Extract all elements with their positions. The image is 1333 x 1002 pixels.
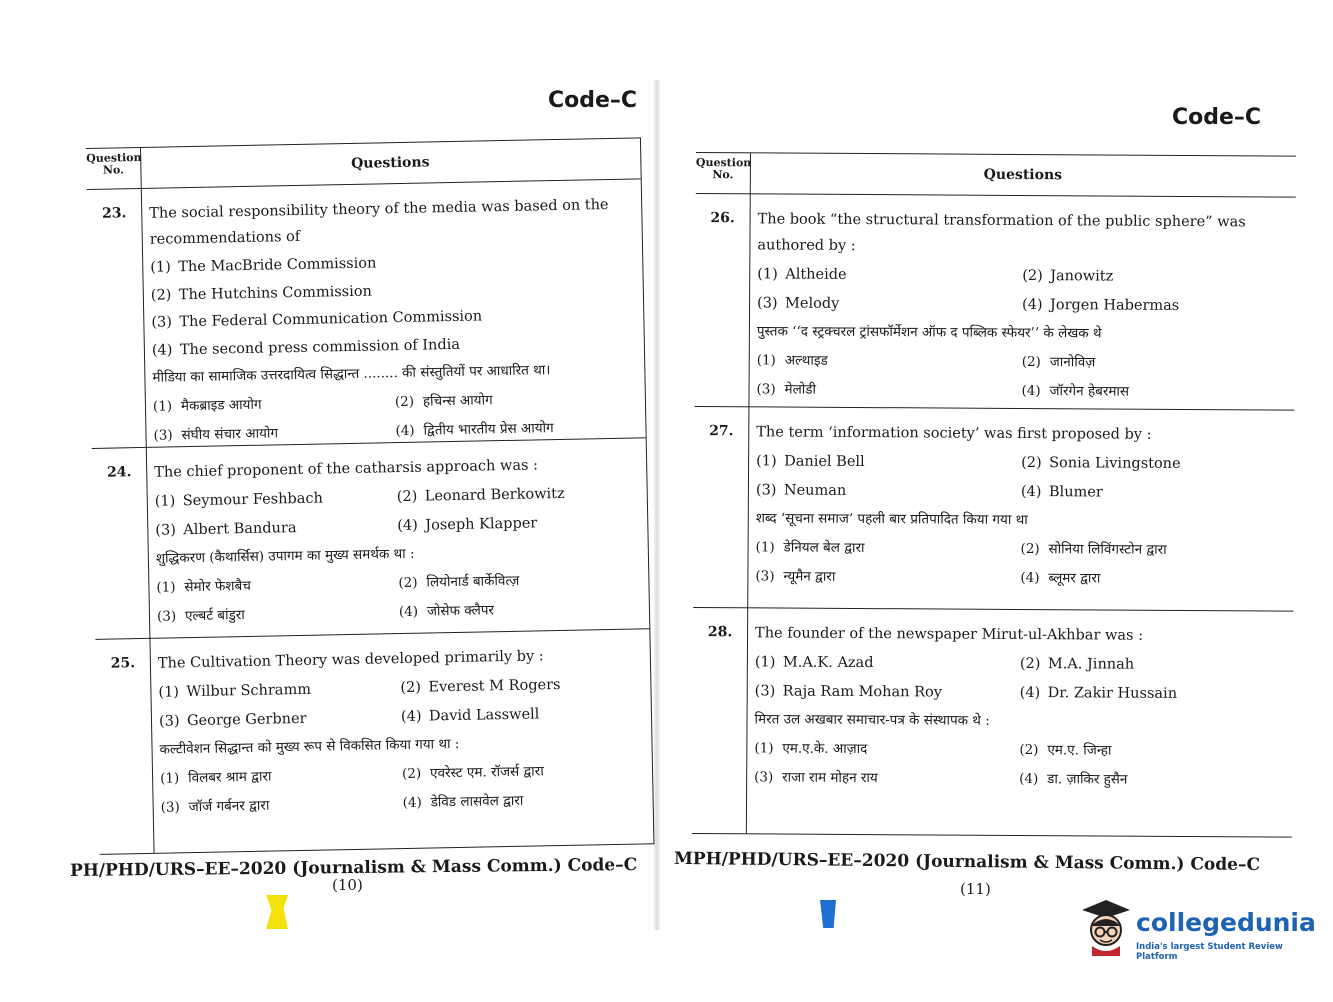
option-hindi: (3) न्यूमैन द्वारा xyxy=(755,568,836,585)
option-list xyxy=(150,245,636,364)
option: (2) Everest M Rogers xyxy=(400,676,561,697)
option-grid-hindi xyxy=(160,755,645,822)
option: (1) Seymour Feshbach xyxy=(154,490,324,510)
option-hindi: (3) संघीय संचार आयोग xyxy=(153,425,279,444)
table-header xyxy=(696,153,1296,198)
page-number: (11) xyxy=(960,880,991,898)
option-grid xyxy=(757,260,1287,321)
option-grid xyxy=(155,478,640,545)
option: (4) Dr. Zakir Hussain xyxy=(1019,684,1178,702)
footer-code: MPH/PHD/URS–EE–2020 (Journalism & Mass Comm.) Code–C xyxy=(673,848,1261,876)
code-label-left: Code–C xyxy=(548,88,638,113)
question-row xyxy=(95,629,653,855)
option: (2) M.A. Jinnah xyxy=(1019,655,1135,673)
question-number: 23. xyxy=(101,205,127,222)
option: (1) The MacBride Commission xyxy=(150,255,377,276)
option-hindi: (1) विलबर श्राम द्वारा xyxy=(159,768,272,787)
question-number: 27. xyxy=(709,423,734,440)
question-body xyxy=(149,179,646,450)
option-grid xyxy=(158,669,643,736)
option: (4) Blumer xyxy=(1020,483,1103,501)
page-number: (10) xyxy=(332,876,363,894)
question-number: 28. xyxy=(707,624,733,641)
yellow-marker-icon xyxy=(266,895,288,929)
question-body xyxy=(755,407,1294,594)
option-grid xyxy=(756,447,1286,508)
brand-name: collegedunia xyxy=(1136,908,1316,937)
collegedunia-logo xyxy=(1076,896,1326,966)
question-text: The social responsibility theory of the media was based on the recommendations of xyxy=(149,196,609,248)
option: (1) Altheide xyxy=(757,266,847,283)
option-hindi: (1) अल्थाइड xyxy=(756,352,828,369)
option-hindi: (1) मैकब्राइड आयोग xyxy=(152,396,262,415)
option: (1) M.A.K. Azad xyxy=(754,654,874,672)
option-hindi: (4) ब्लूमर द्वारा xyxy=(1020,569,1101,587)
question-text-hindi: पुस्तक ‘‘द स्ट्रक्चरल ट्रांसफॉर्मेशन ऑफ द पब्लिक स्फेयर’’ के लेखक थे xyxy=(756,323,1102,342)
question-number: 25. xyxy=(110,655,136,672)
option-hindi: (3) मेलोडी xyxy=(756,381,817,398)
question-number: 24. xyxy=(106,464,132,481)
option: (3) Raja Ram Mohan Roy xyxy=(754,683,943,701)
question-body xyxy=(154,438,649,631)
option-grid-hindi xyxy=(755,533,1285,594)
question-row xyxy=(693,407,1294,612)
option-hindi: (1) एम.ए.के. आज़ाद xyxy=(754,740,868,758)
option: (2) The Hutchins Commission xyxy=(150,283,372,304)
question-table-left xyxy=(86,137,654,855)
question-row xyxy=(692,608,1293,838)
option-hindi: (2) सोनिया लिविंगस्टोन द्वारा xyxy=(1020,540,1167,558)
option-grid-hindi xyxy=(754,734,1284,795)
code-label-right: Code–C xyxy=(1172,105,1262,130)
question-text: The Cultivation Theory was developed primarily by : xyxy=(157,648,544,672)
question-text: The chief proponent of the catharsis approach was : xyxy=(154,457,539,481)
option-hindi: (3) राजा राम मोहन राय xyxy=(754,769,878,787)
option-grid-hindi xyxy=(156,564,641,631)
option-hindi: (2) एम.ए. जिन्हा xyxy=(1019,741,1112,759)
question-table-right xyxy=(692,152,1296,838)
brand-tagline: India's largest Student Review Platform xyxy=(1136,942,1283,962)
option: (4) Joseph Klapper xyxy=(397,515,538,535)
option-hindi: (4) जॉरगेन हेबरमास xyxy=(1021,382,1130,400)
option: (4) Jorgen Habermas xyxy=(1022,296,1180,314)
question-text: The term ‘information society’ was first proposed by : xyxy=(756,424,1152,443)
question-text-hindi: कल्टीवेशन सिद्धान्त को मुख्य रूप से विकसित किया गया था : xyxy=(159,735,460,758)
option-hindi: (4) डेविड लासवेल द्वारा xyxy=(402,792,524,812)
question-text-hindi: मिरत उल अखबार समाचार-पत्र के संस्थापक थे : xyxy=(754,711,990,729)
option-hindi: (1) डेनियल बेल द्वारा xyxy=(755,539,865,557)
option-hindi: (3) एल्बर्ट बांडुरा xyxy=(156,607,245,625)
question-body xyxy=(157,629,652,822)
option: (3) Melody xyxy=(757,295,840,312)
right-page xyxy=(660,0,1333,1002)
option: (1) Daniel Bell xyxy=(756,453,865,471)
option: (3) Neuman xyxy=(755,482,847,499)
option: (3) The Federal Communication Commission xyxy=(151,308,483,331)
question-row xyxy=(92,438,650,640)
option-grid xyxy=(755,648,1285,709)
option-hindi: (4) जोसेफ क्लैपर xyxy=(398,602,495,621)
footer-code: PH/PHD/URS–EE–2020 (Journalism & Mass Comm.) Code–C xyxy=(69,855,638,881)
option-hindi: (3) जॉर्ज गर्बनर द्वारा xyxy=(160,797,270,816)
option-hindi: (1) सेमोर फेशबैच xyxy=(156,577,251,596)
option-hindi: (2) जानोविज़ xyxy=(1021,353,1096,371)
student-avatar-icon xyxy=(1076,896,1134,958)
questions-header: Questions xyxy=(983,166,1063,184)
left-page xyxy=(0,0,660,1002)
option: (2) Sonia Livingstone xyxy=(1021,454,1181,472)
question-row xyxy=(694,194,1295,411)
question-body xyxy=(754,608,1293,795)
question-number: 26. xyxy=(710,210,735,227)
question-text-hindi: शब्द ‘सूचना समाज’ पहली बार प्रतिपादित किया गया था xyxy=(755,510,1028,529)
option: (1) Wilbur Schramm xyxy=(158,681,312,701)
question-body xyxy=(756,194,1295,407)
question-text: The book “the structural transformation of the public sphere” was authored by : xyxy=(757,211,1246,254)
option: (4) The second press commission of India xyxy=(151,336,461,359)
question-text: The founder of the newspaper Mirut-ul-Akhbar was : xyxy=(755,625,1144,644)
option-hindi: (4) डा. ज़ाकिर हुसैन xyxy=(1019,770,1128,788)
option: (3) George Gerbner xyxy=(158,710,307,730)
option: (4) David Lasswell xyxy=(400,706,540,726)
question-row xyxy=(87,179,646,449)
option-hindi: (4) द्वितीय भारतीय प्रेस आयोग xyxy=(395,420,554,440)
option: (2) Janowitz xyxy=(1022,267,1114,285)
option-hindi: (2) एवरेस्ट एम. रॉजर्स द्वारा xyxy=(401,763,544,783)
question-text-hindi: शुद्धिकरण (कैथार्सिस) उपागम का मुख्य समर्थक था : xyxy=(155,545,415,567)
question-no-header: Question No. xyxy=(86,150,142,177)
question-no-header: Question No. xyxy=(695,155,752,182)
option: (2) Leonard Berkowitz xyxy=(396,485,565,506)
option-hindi: (2) लियोनार्ड बार्केवित्ज़ xyxy=(398,572,520,592)
questions-header: Questions xyxy=(351,154,430,172)
question-text-hindi: मीडिया का सामाजिक उत्तरदायित्व सिद्धान्त ........ की संस्तुतियों पर आधारित था। xyxy=(152,362,551,386)
option-hindi: (2) हचिन्स आयोग xyxy=(394,392,493,411)
option: (3) Albert Bandura xyxy=(155,520,297,539)
option-grid-hindi xyxy=(756,346,1286,407)
